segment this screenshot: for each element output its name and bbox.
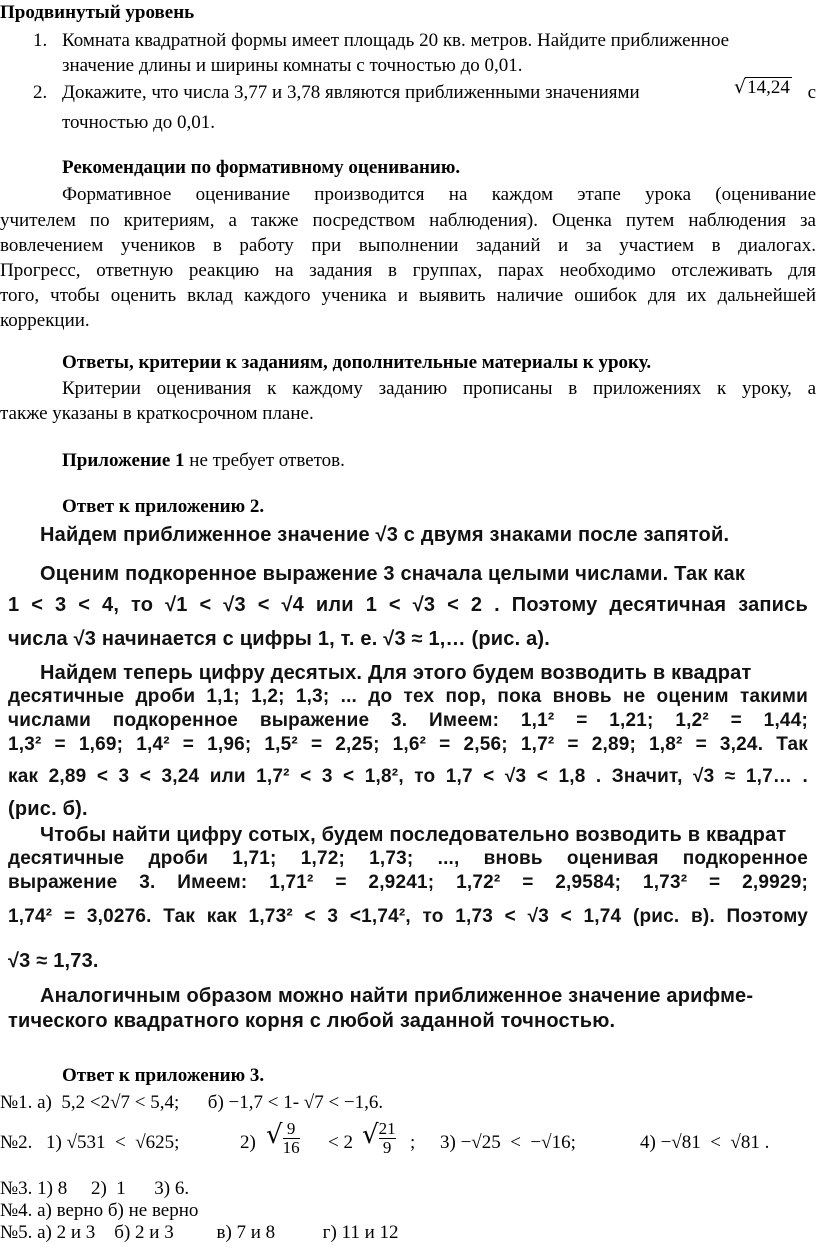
answer-5: №5. а) 2 и 3 б) 2 и 3 в) 7 и 8 г) 11 и 12	[0, 1222, 399, 1243]
task-2-line2: точностью до 0,01.	[62, 112, 216, 133]
section-title: Продвинутый уровень	[0, 2, 195, 23]
scan-line-16: Аналогичным образом можно найти приближенное значение арифме-	[40, 985, 754, 1007]
fraction-9-16: √ $\frac{9}{16}$	[266, 1119, 300, 1158]
recommend-title: Рекомендации по формативному оцениванию.	[62, 157, 461, 178]
scan-line-6: десятичные дроби 1,1; 1,2; 1,3; ... до тех пор, пока вновь не оценим такими	[8, 686, 808, 707]
recommend-line-6: коррекции.	[0, 310, 90, 331]
scan-line-15: √3 ≈ 1,73.	[8, 950, 99, 972]
scan-line-4: числа √3 начинается с цифры 1, т. е. √3 ≈ 1,… (рис. а).	[8, 628, 551, 650]
appendix-2-title: Ответ к приложению 2.	[62, 496, 265, 517]
scan-line-14: 1,74² = 3,0276. Так как 1,73² < 3 <1,74², то 1,73 < √3 < 1,74 (рис. в). Поэтому	[8, 906, 808, 927]
appendix-3-title: Ответ к приложению 3.	[62, 1065, 265, 1086]
scan-line-1: Найдем приближенное значение √3 с двумя знаками после запятой.	[40, 524, 730, 546]
scan-line-9: как 2,89 < 3 < 3,24 или 1,7² < 3 < 1,8², то 1,7 < √3 < 1,8 . Значит, √3 ≈ 1,7… .	[8, 766, 808, 787]
scan-line-7: числами подкоренное выражение 3. Имеем: 1,1² = 1,21; 1,2² = 1,44;	[8, 710, 808, 731]
task-1-number: 1.	[33, 30, 48, 51]
recommend-line-3: вовлечением учеников в работу при выполнении заданий и за участием в диалогах.	[0, 235, 816, 256]
scan-line-8: 1,3² = 1,69; 1,4² = 1,96; 1,5² = 2,25; 1,6² = 2,56; 1,7² = 2,89; 1,8² = 3,24. Так	[8, 734, 808, 755]
answer-3: №3. 1) 8 2) 1 3) 6.	[0, 1178, 190, 1199]
scan-line-10: (рис. б).	[8, 798, 88, 820]
answer-1: №1. а) 5,2 <2√7 < 5,4; б) −1,7 < 1- √7 < −1,6.	[0, 1092, 384, 1113]
task-1-line1: Комната квадратной формы имеет площадь 20 кв. метров. Найдите приближенное	[62, 30, 730, 51]
fraction-21-9: √ $\frac{21}{9}$	[362, 1119, 396, 1158]
answers-line-2: также указаны в краткосрочном плане.	[0, 403, 314, 424]
recommend-line-2: учителем по критериям, а также посредством наблюдения). Оценка путем наблюдения за	[0, 210, 816, 231]
scan-line-3: 1 < 3 < 4, то √1 < √3 < √4 или 1 < √3 < 2 . Поэтому десятичная запись	[8, 594, 808, 616]
scan-line-17: тического квадратного корня с любой заданной точностью.	[8, 1010, 616, 1032]
answers-title: Ответы, критерии к заданиям, дополнительные материалы к уроку.	[62, 352, 652, 373]
answers-line-1: Критерии оценивания к каждому заданию прописаны в приложениях к уроку, а	[62, 378, 816, 399]
sqrt-14-24: √14,24	[734, 76, 790, 98]
recommend-line-4: Прогресс, ответную реакцию на задания в группах, парах необходимо отслеживать для	[0, 260, 816, 281]
recommend-line-1: Формативное оценивание производится на каждом этапе урока (оценивание	[62, 184, 816, 205]
task-2-line1: Докажите, что числа 3,77 и 3,78 являются приближенными значениями √14,24 с	[62, 76, 816, 103]
answer-2: №2. 1) √531 < √625; 2) √ $\frac{9}{16}$ < 2 √ $\frac{21}{9}$ ; 3) −√25 < −√16; 4) −√81 < √81 .	[0, 1119, 770, 1158]
scan-line-13: выражение 3. Имеем: 1,71² = 2,9241; 1,72² = 2,9584; 1,73² = 2,9929;	[8, 872, 808, 893]
recommend-line-5: того, чтобы оценить вклад каждого ученика и выявить наличие ошибок для их дальнейшей	[0, 285, 816, 306]
appendix-1: Приложение 1 не требует ответов.	[62, 450, 345, 471]
task-2-number: 2.	[33, 82, 48, 103]
scan-line-2: Оценим подкоренное выражение 3 сначала целыми числами. Так как	[40, 563, 746, 585]
scan-line-12: десятичные дроби 1,71; 1,72; 1,73; ..., вновь оценивая подкоренное	[8, 848, 808, 869]
scan-line-11: Чтобы найти цифру сотых, будем последовательно возводить в квадрат	[40, 824, 787, 846]
answer-4: №4. а) верно б) не верно	[0, 1200, 199, 1221]
scan-line-5: Найдем теперь цифру десятых. Для этого будем возводить в квадрат	[40, 662, 752, 684]
task-1-line2: значение длины и ширины комнаты с точностью до 0,01.	[62, 55, 523, 76]
